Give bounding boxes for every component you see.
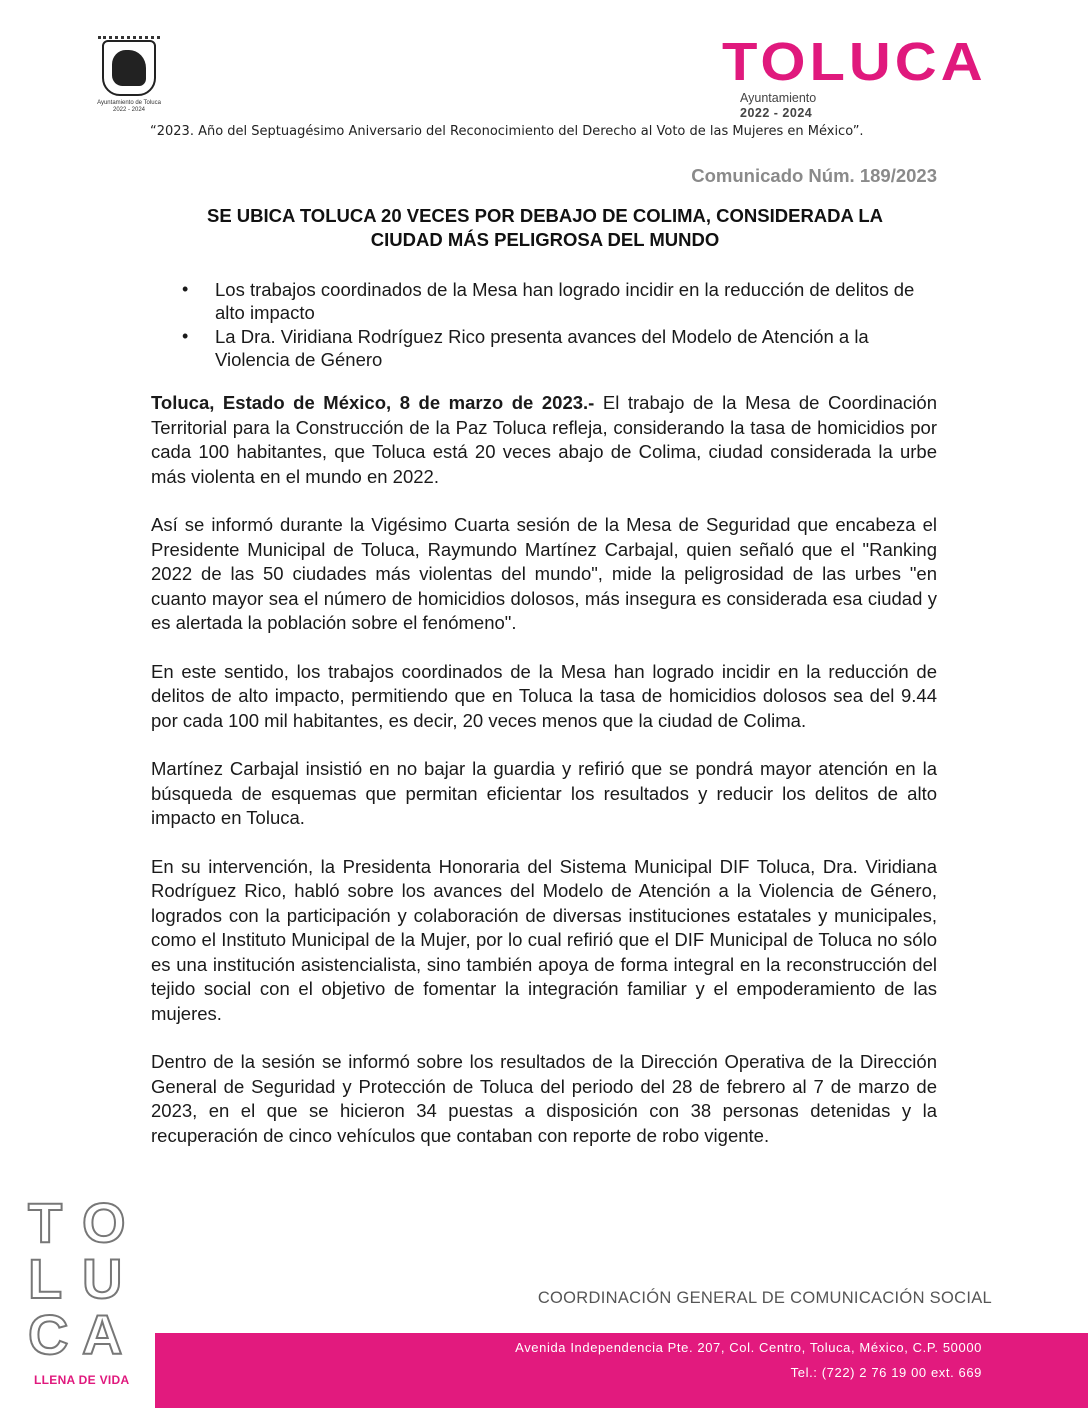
article-body (151, 391, 937, 1172)
body-paragraph: En su intervención, la Presidenta Honoraria del Sistema Municipal DIF Toluca, Dra. Viridiana Rodríguez Rico, habló sobre los avances del Modelo de Atención a la Violencia de Género, logrados con la participación y colaboración de diversas instituciones estatales y municipales, como el Instituto Municipal de la Mujer, por lo cual refirió que el DIF Municipal de Toluca no sólo es una institución asistencialista, sino también apoya de forma integral en la reconstrucción del tejido social con el objetivo de fomentar la integración familiar y el empoderamiento de las mujeres. (151, 855, 937, 1024)
logo-years: 2022 - 2024 (740, 106, 813, 120)
body-paragraph: En este sentido, los trabajos coordinados de la Mesa han logrado incidir en la reducción de delitos de alto impacto, permitiendo que en Toluca la tasa de homicidios dolosos sea del 9.44 por cada 100 mil habitantes, es decir, 20 veces menos que la ciudad de Colima. (151, 660, 937, 731)
bullet-item: • Los trabajos coordinados de la Mesa han logrado incidir en la reducción de delitos de alto impacto (180, 278, 940, 324)
footer-tagline: LLENA DE VIDA (34, 1373, 130, 1387)
summary-bullets (180, 278, 940, 372)
logo-letter: A (82, 1303, 123, 1366)
logo-letter: L (28, 1247, 63, 1310)
logo-wordmark: TOLUCA (722, 32, 987, 93)
year-motto: “2023. Año del Septuagésimo Aniversario del Reconocimiento del Derecho al Voto de las Mujeres en México”. (150, 124, 864, 139)
coordination-label: COORDINACIÓN GENERAL DE COMUNICACIÓN SOCIAL (537, 1289, 992, 1307)
logo-letter: T (28, 1191, 63, 1254)
footer-phone: Tel.: (722) 2 76 19 00 ext. 669 (790, 1365, 982, 1380)
logo-letter: C (28, 1303, 69, 1366)
toluca-logo (722, 32, 987, 126)
body-paragraph: Dentro de la sesión se informó sobre los resultados de la Dirección Operativa de la Dirección General de Seguridad y Protección de Toluca del periodo del 28 de febrero al 7 de marzo de 2023, en el que se hicieron 34 puestas a disposición con 38 personas detenidas y la recuperación de cinco vehículos que contaban con reporte de robo vigente. (151, 1051, 937, 1146)
headline: SE UBICA TOLUCA 20 VECES POR DEBAJO DE COLIMA, CONSIDERADA LA CIUDAD MÁS PELIGROSA DEL MUNDO (206, 205, 883, 250)
municipal-seal-logo (88, 38, 170, 120)
footer-address: Avenida Independencia Pte. 207, Col. Centro, Toluca, México, C.P. 50000 (515, 1340, 982, 1355)
body-paragraph: Martínez Carbajal insistió en no bajar la guardia y refirió que se pondrá mayor atención en la búsqueda de esquemas que permitan eficientar los resultados y reducir los delitos de alto impacto en Toluca. (151, 758, 937, 828)
footer-toluca-logo (28, 1191, 138, 1366)
logo-letter: U (82, 1247, 123, 1310)
bullet-item: • La Dra. Viridiana Rodríguez Rico presenta avances del Modelo de Atención a la Violencia de Género (180, 325, 940, 371)
logo-letter: O (82, 1191, 126, 1254)
seal-caption: Ayuntamiento de Toluca 2022 - 2024 (97, 100, 161, 113)
lead-text: El trabajo de la Mesa de Coordinación Territorial para la Construcción de la Paz Toluca refleja, considerando la tasa de homicidios por cada 100 habitantes, que Toluca está 20 veces abajo de Colima, ciudad considerada la urbe más violenta en el mundo en 2022. (151, 392, 937, 487)
logo-subtitle: Ayuntamiento (740, 91, 817, 105)
coat-of-arms-icon (102, 40, 156, 96)
lead-paragraph (151, 391, 937, 489)
body-paragraph: Así se informó durante la Vigésimo Cuarta sesión de la Mesa de Seguridad que encabeza el Presidente Municipal de Toluca, Raymundo Martínez Carbajal, quien señaló que el "Ranking 2022 de las 50 ciudades más violentas del mundo", mide la peligrosidad de las urbes "en cuanto mayor sea el número de homicidios dolosos, más insegura es considerada esa ciudad y es alertada la población sobre el fenómeno". (151, 514, 937, 633)
press-release-number: Comunicado Núm. 189/2023 (691, 165, 937, 186)
dateline: Toluca, Estado de México, 8 de marzo de 2023.- (151, 392, 595, 413)
